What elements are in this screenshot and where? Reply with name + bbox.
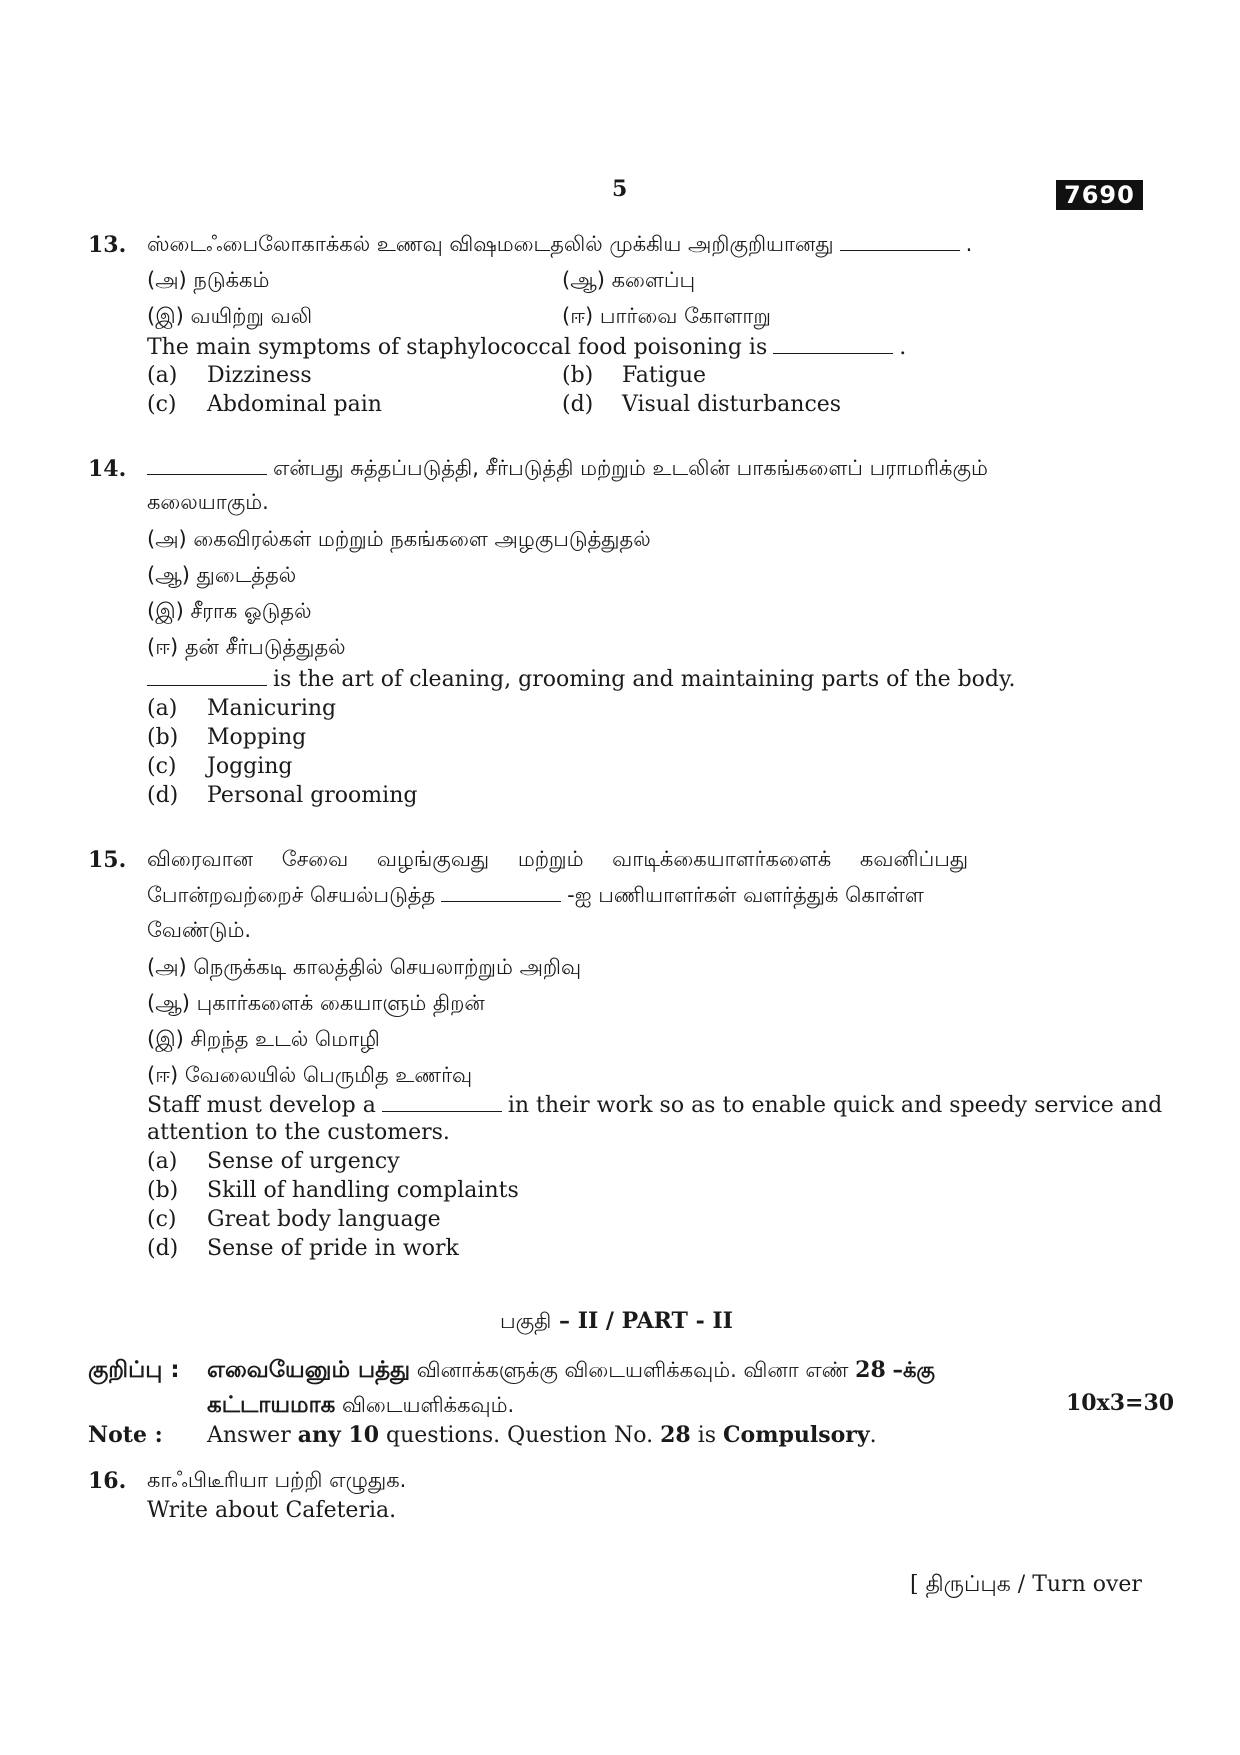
option-english-a: Dizziness [207,363,312,388]
option-label: (d) [147,783,179,808]
section-heading: பகுதி – II / PART - II [500,1308,733,1334]
turn-over-note: [ திருப்புக / Turn over [910,1572,1142,1597]
option-english-d: Visual disturbances [622,392,842,417]
question-stem-english-cont: attention to the customers. [147,1120,450,1145]
note-tamil-line1: எவையேனும் பத்து வினாக்களுக்கு விடையளிக்கவும். வினா எண் 28 –க்கு [207,1357,935,1383]
question-stem-tamil-cont: கலையாகும். [147,490,269,514]
question-stem-tamil: ஸ்டைஃபைலோகாக்கல் உணவு விஷமடைதலில் முக்கிய அறிகுறியானது . [147,232,973,256]
option-english-a: Sense of urgency [207,1149,400,1174]
option-english-b: Mopping [207,725,307,750]
option-tamil-a: (அ) நடுக்கம் [147,268,270,292]
option-tamil-d: (ஈ) வேலையில் பெருமித உணர்வு [147,1063,473,1087]
option-tamil-c: (இ) வயிற்று வலி [147,304,313,328]
answer-blank [147,684,267,686]
question-number: 13. [88,232,127,258]
option-tamil-a: (அ) கைவிரல்கள் மற்றும் நகங்களை அழகுபடுத்துதல் [147,527,651,551]
option-english-c: Abdominal pain [207,392,382,417]
option-english-c: Great body language [207,1207,441,1232]
option-tamil-b: (ஆ) களைப்பு [562,268,696,292]
question-stem-english: is the art of cleaning, grooming and maintaining parts of the body. [147,667,1016,692]
question-number: 15. [88,847,127,873]
option-english-d: Personal grooming [207,783,418,808]
option-label: (b) [147,1178,179,1203]
note-english-label: Note : [88,1422,163,1448]
option-label: (d) [562,392,594,417]
question-stem-english: The main symptoms of staphylococcal food poisoning is . [147,335,907,360]
question-text-english: Write about Cafeteria. [147,1498,397,1523]
option-label: (c) [147,754,177,779]
answer-blank [441,900,561,902]
option-tamil-a: (அ) நெருக்கடி காலத்தில் செயலாற்றும் அறிவு [147,955,582,979]
option-label: (a) [147,1149,178,1174]
option-tamil-b: (ஆ) புகார்களைக் கையாளும் திறன் [147,991,485,1015]
option-english-b: Fatigue [622,363,707,388]
note-tamil-line2: கட்டாயமாக விடையளிக்கவும். [207,1392,515,1418]
question-number: 14. [88,456,127,482]
option-english-a: Manicuring [207,696,337,721]
marks-allocation: 10x3=30 [1066,1390,1175,1416]
answer-blank [382,1110,502,1112]
paper-code: 7690 [1056,180,1143,210]
option-english-d: Sense of pride in work [207,1236,459,1261]
question-stem-tamil-end: வேண்டும். [147,918,252,942]
question-stem-tamil-cont: போன்றவற்றைச் செயல்படுத்த -ஐ பணியாளர்கள் வளர்த்துக் கொள்ள [147,883,924,907]
option-tamil-c: (இ) சீராக ஓடுதல் [147,599,312,623]
option-english-b: Skill of handling complaints [207,1178,519,1203]
answer-blank [840,249,960,251]
question-stem-tamil: என்பது சுத்தப்படுத்தி, சீர்படுத்தி மற்றும் உடலின் பாகங்களைப் பராமரிக்கும் [147,456,988,483]
page-number: 5 [612,176,628,202]
answer-blank [147,473,267,475]
option-label: (a) [147,363,178,388]
question-number: 16. [88,1468,127,1494]
option-label: (d) [147,1236,179,1261]
question-text-tamil: காஃபிடீரியா பற்றி எழுதுக. [147,1468,407,1492]
question-stem-english: Staff must develop a in their work so as to enable quick and speedy service and [147,1093,1163,1118]
option-english-c: Jogging [207,754,293,779]
option-label: (b) [147,725,179,750]
note-tamil-label: குறிப்பு : [88,1357,180,1383]
option-label: (c) [147,392,177,417]
note-english-text: Answer any 10 questions. Question No. 28 is Compulsory. [207,1422,877,1448]
answer-blank [773,352,893,354]
option-label: (c) [147,1207,177,1232]
option-label: (b) [562,363,594,388]
question-stem-tamil: விரைவான சேவை வழங்குவது மற்றும் வாடிக்கையாளர்களைக் கவனிப்பது [147,847,969,871]
option-label: (a) [147,696,178,721]
option-tamil-b: (ஆ) துடைத்தல் [147,563,297,587]
option-tamil-d: (ஈ) பார்வை கோளாறு [562,304,771,328]
option-tamil-d: (ஈ) தன் சீர்படுத்துதல் [147,635,346,659]
option-tamil-c: (இ) சிறந்த உடல் மொழி [147,1027,380,1051]
